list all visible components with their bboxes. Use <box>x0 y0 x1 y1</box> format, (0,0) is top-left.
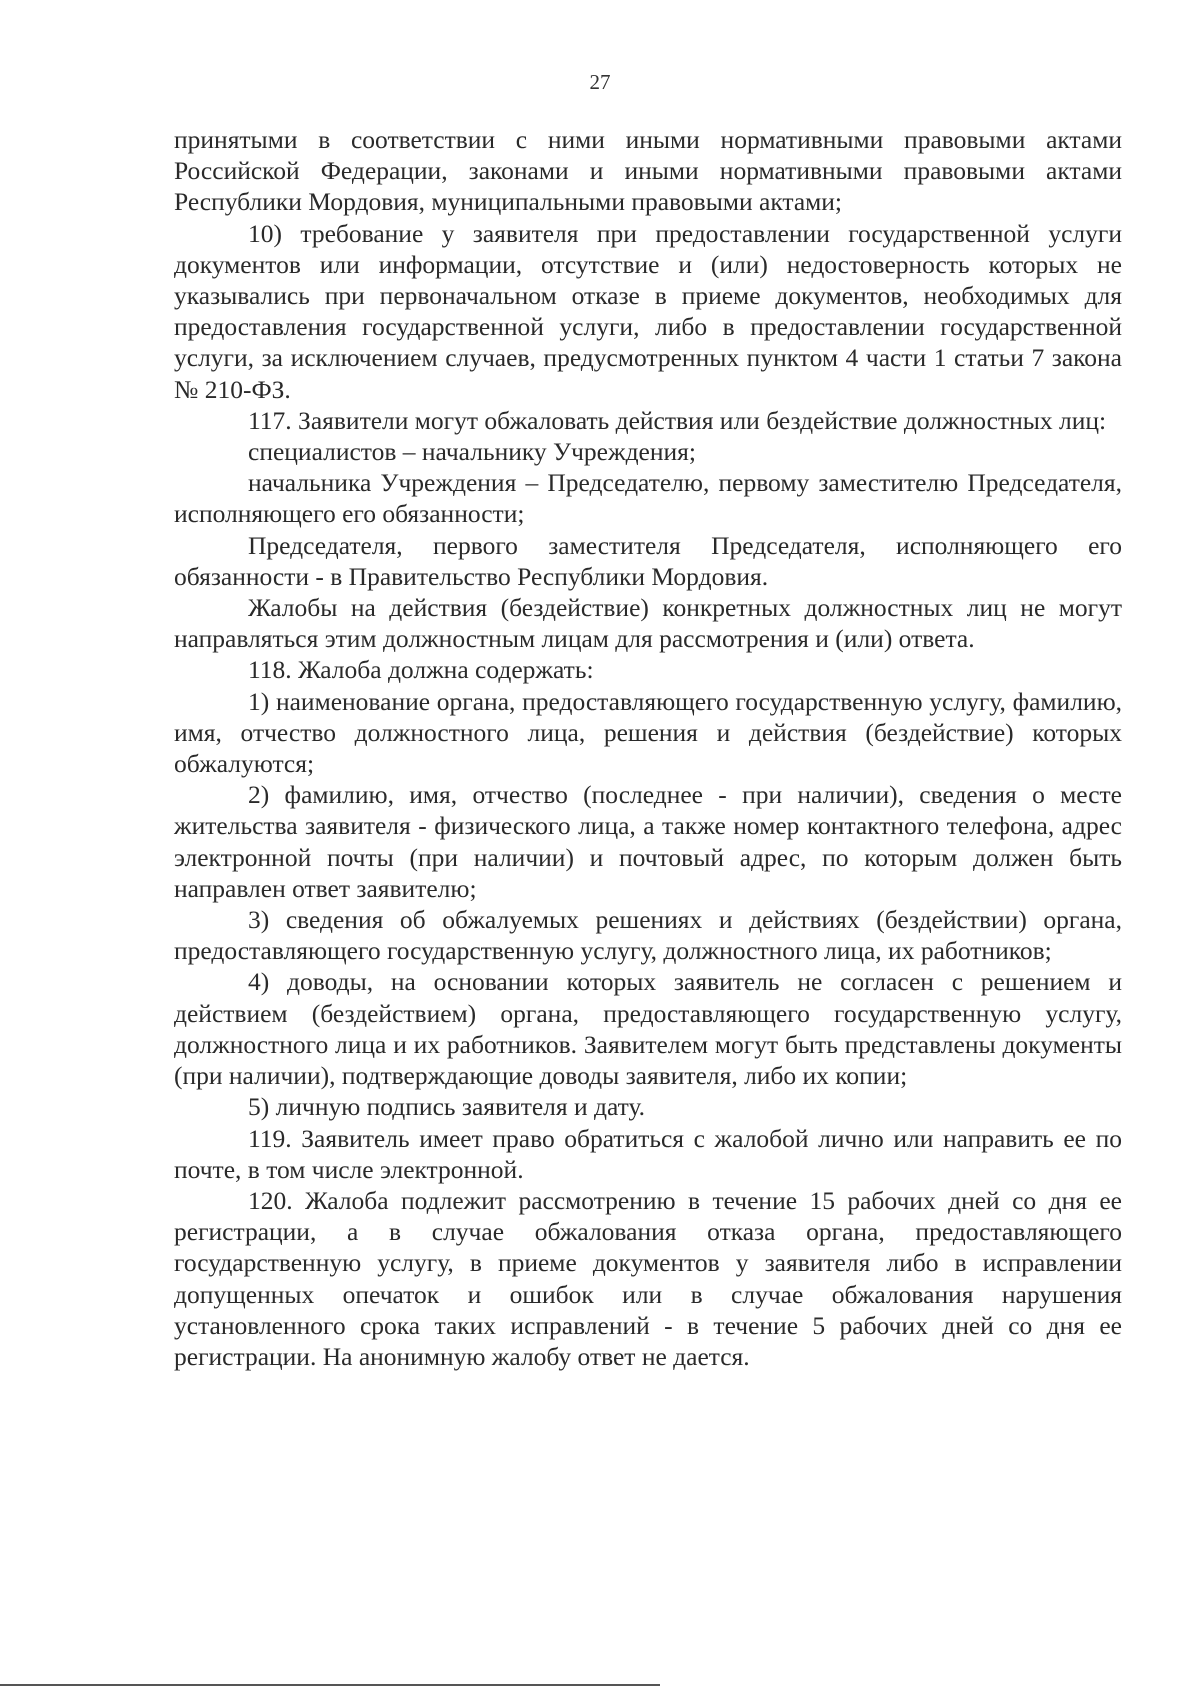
paragraph-item-10: 10) требование у заявителя при предоставлении государственной услуги документов или информации, отсутствие и (или) недостоверность которых не указывались при первоначальном отказе в приеме документов, необходимых для предоставления государственной услуги, либо в предоставлении государственной услуги, за исключением случаев, предусмотренных пунктом 4 части 1 статьи 7 закона № 210-ФЗ. <box>174 218 1122 404</box>
paragraph-119: 119. Заявитель имеет право обратиться с жалобой лично или направить ее по почте, в том числе электронной. <box>174 1123 1122 1184</box>
bottom-divider <box>0 1684 660 1686</box>
paragraph-118-item-2: 2) фамилию, имя, отчество (последнее - при наличии), сведения о месте жительства заявителя - физического лица, а также номер контактного телефона, адрес электронной почты (при наличии) и почтовый адрес, по которым должен быть направлен ответ заявителю; <box>174 780 1122 903</box>
paragraph-118-item-5: 5) личную подпись заявителя и дату. <box>248 1092 646 1122</box>
paragraph-117: 117. Заявители могут обжаловать действия или бездействие должностных лиц: <box>248 405 1107 435</box>
paragraph-118-item-3: 3) сведения об обжалуемых решениях и действиях (бездействии) органа, предоставляющего государственную услугу, должностного лица, их работников; <box>174 905 1122 966</box>
paragraph-117-chairman: Председателя, первого заместителя Председателя, исполняющего его обязанности - в Правительство Республики Мордовия. <box>174 530 1122 591</box>
page-number: 27 <box>589 70 611 94</box>
paragraph-117-specialists: специалистов – начальнику Учреждения; <box>248 437 696 467</box>
paragraph-118-item-4: 4) доводы, на основании которых заявитель не согласен с решением и действием (бездействием) органа, предоставляющего государственную услугу, должностного лица и их работников. Заявителем могут быть представлены документы (при наличии), подтверждающие доводы заявителя, либо их копии; <box>174 967 1122 1091</box>
paragraph-continuation: принятыми в соответствии с ними иными нормативными правовыми актами Российской Федерации, законами и иными нормативными правовыми актами Республики Мордовия, муниципальными правовыми актами; <box>174 125 1122 217</box>
paragraph-117-head: начальника Учреждения – Председателю, первому заместителю Председателя, исполняющего его обязанности; <box>174 468 1122 529</box>
paragraph-120: 120. Жалоба подлежит рассмотрению в течение 15 рабочих дней со дня ее регистрации, а в случае обжалования отказа органа, предоставляющего государственную услугу, в приеме документов у заявителя либо в исправлении допущенных опечаток и ошибок или в случае обжалования нарушения установленного срока таких исправлений - в течение 5 рабочих дней со дня ее регистрации. На анонимную жалобу ответ не дается. <box>174 1185 1122 1371</box>
document-body <box>174 124 1122 1372</box>
paragraph-117-restriction: Жалобы на действия (бездействие) конкретных должностных лиц не могут направляться этим должностным лицам для рассмотрения и (или) ответа. <box>174 593 1122 654</box>
paragraph-118-item-1: 1) наименование органа, предоставляющего государственную услугу, фамилию, имя, отчество должностного лица, решения и действия (бездействие) которых обжалуются; <box>174 686 1122 779</box>
paragraph-118: 118. Жалоба должна содержать: <box>248 655 594 685</box>
